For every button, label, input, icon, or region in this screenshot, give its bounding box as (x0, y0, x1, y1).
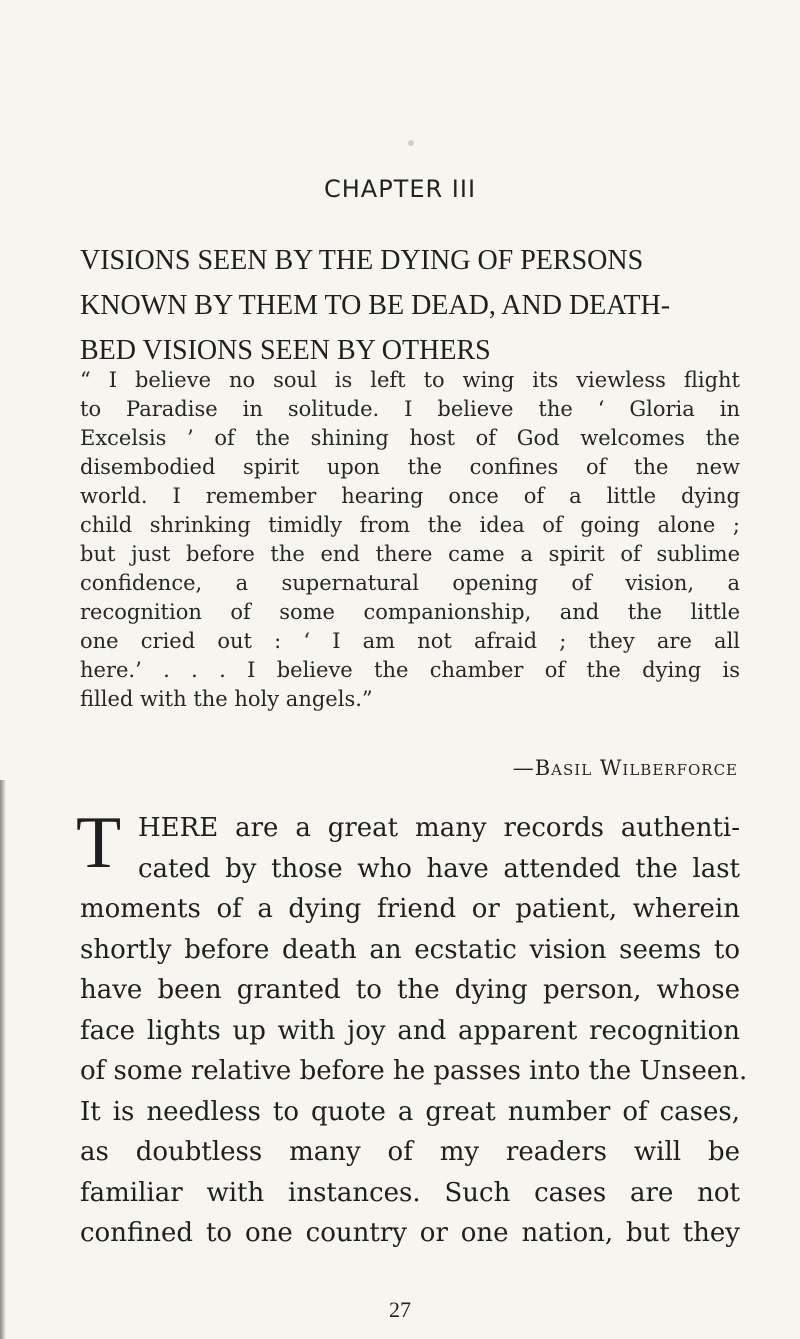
body-line: as doubtless many of my readers will be (80, 1137, 740, 1167)
chapter-title-line: VISIONS SEEN BY THE DYING OF PERSONS (80, 245, 644, 276)
epigraph (80, 366, 740, 714)
epigraph-line: to Paradise in solitude. I believe the ‘ Gloria in (80, 397, 740, 421)
epigraph-line: disembodied spirit upon the confines of the new (80, 455, 740, 479)
epigraph-line: one cried out : ‘ I am not afraid ; they are all (80, 629, 740, 653)
epigraph-line: but just before the end there came a spirit of sublime (80, 542, 740, 566)
body-line: HERE are a great many records authenti- (138, 813, 740, 843)
body-line: of some relative before he passes into the Unseen. (80, 1056, 748, 1086)
epigraph-line: here.’ . . . I believe the chamber of the dying is (80, 658, 740, 682)
body-line: confined to one country or one nation, but they (80, 1218, 740, 1248)
epigraph-line: filled with the holy angels.” (80, 687, 373, 711)
chapter-title (80, 238, 760, 373)
body-paragraph (80, 808, 748, 1254)
body-line: have been granted to the dying person, whose (80, 975, 740, 1005)
epigraph-line: “ I believe no soul is left to wing its viewless flight (80, 368, 740, 392)
body-line: shortly before death an ecstatic vision seems to (80, 934, 740, 965)
binding-edge-shadow (0, 780, 6, 1339)
epigraph-attribution: —Basil Wilberforce (512, 756, 738, 780)
epigraph-line: confidence, a supernatural opening of vision, a (80, 571, 740, 595)
chapter-title-line: KNOWN BY THEM TO BE DEAD, AND DEATH- (80, 290, 671, 321)
epigraph-line: world. I remember hearing once of a little dying (80, 484, 740, 508)
epigraph-line: recognition of some companionship, and the little (80, 600, 740, 624)
epigraph-line: Excelsis ’ of the shining host of God welcomes the (80, 426, 740, 450)
print-speck (408, 140, 414, 146)
body-line: familiar with instances. Such cases are not (80, 1177, 740, 1208)
chapter-title-line: BED VISIONS SEEN BY OTHERS (80, 335, 491, 366)
body-line: cated by those who have attended the last (138, 853, 740, 884)
page-number: 27 (389, 1297, 411, 1322)
epigraph-line: child shrinking timidly from the idea of going alone ; (80, 513, 740, 537)
drop-cap: T (76, 802, 122, 884)
body-line: moments of a dying friend or patient, wherein (80, 894, 740, 924)
body-line: face lights up with joy and apparent recognition (80, 1015, 740, 1046)
body-line: It is needless to quote a great number of cases, (80, 1096, 740, 1127)
chapter-heading: CHAPTER III (323, 175, 477, 203)
